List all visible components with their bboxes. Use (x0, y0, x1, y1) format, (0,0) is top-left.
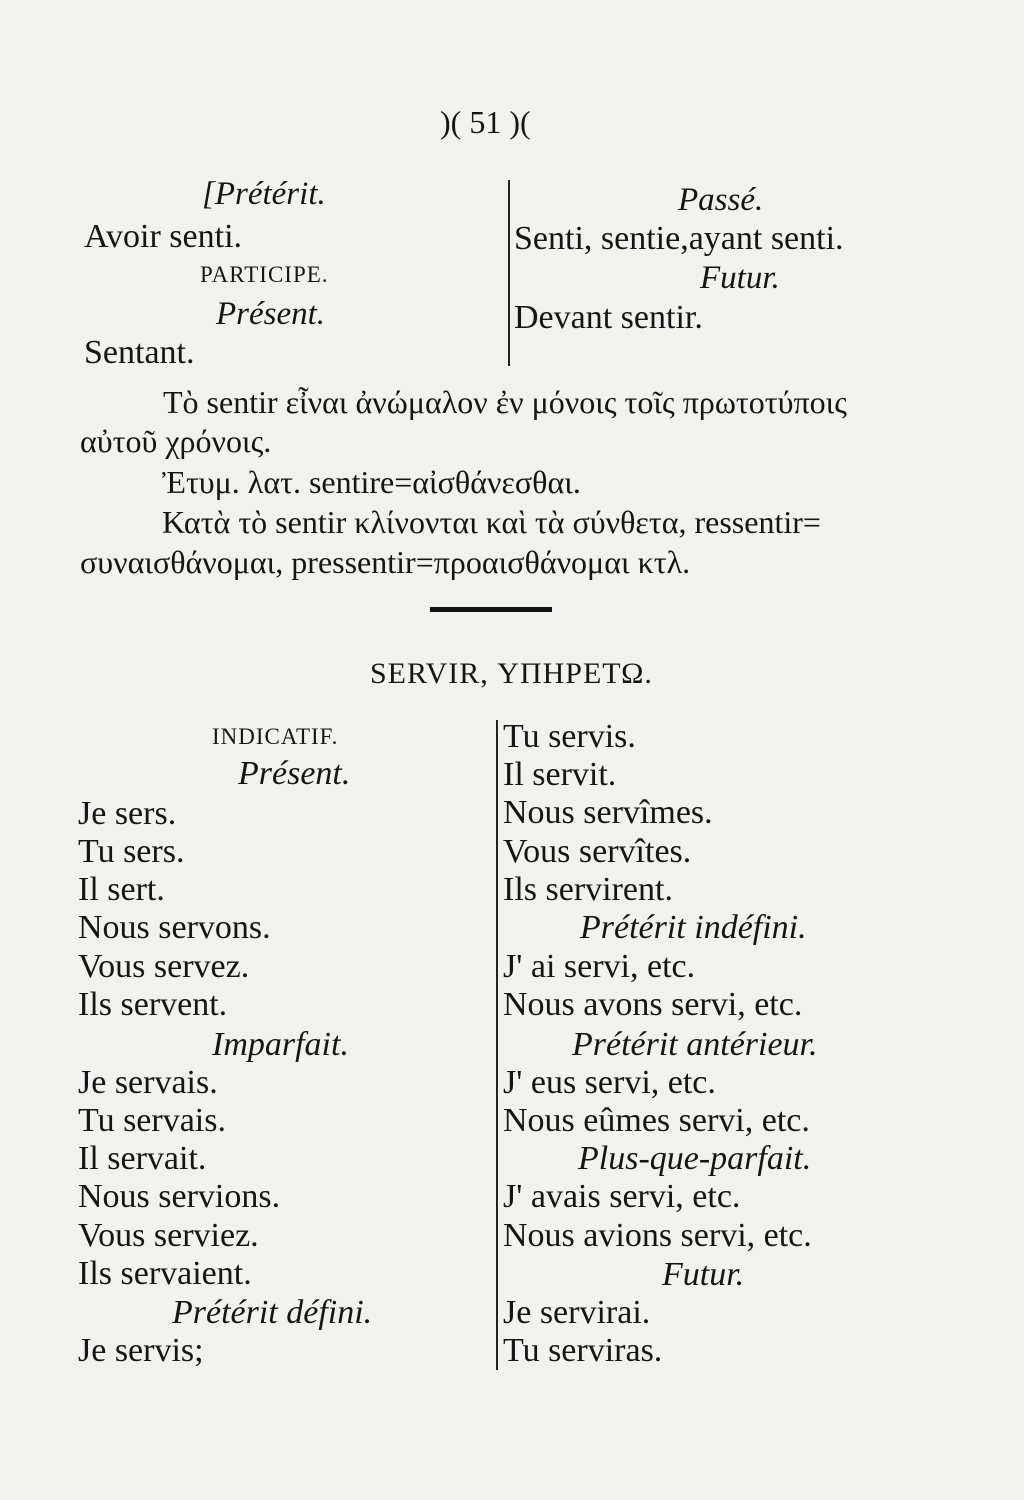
left-line: Je sers. (78, 795, 177, 832)
left-line: Tu servais. (78, 1102, 226, 1139)
right-line: Vous servîtes. (503, 833, 692, 870)
left-line: Nous servons. (78, 909, 271, 946)
right-line: Prétérit indéfini. (580, 909, 807, 946)
left-line: Présent. (238, 755, 351, 792)
preterit-form: Avoir senti. (84, 218, 243, 255)
futur-form: Devant sentir. (514, 299, 703, 336)
right-line: J' avais servi, etc. (503, 1178, 741, 1215)
left-line: Prétérit défini. (172, 1294, 373, 1331)
verb-title: SERVIR, ΥΠΗΡΕΤΩ. (370, 657, 653, 690)
right-line: Il servit. (503, 756, 617, 793)
futur-heading: Futur. (700, 260, 780, 296)
present-form: Sentant. (84, 334, 195, 371)
left-line: Tu sers. (78, 833, 185, 870)
left-line: Ils servaient. (78, 1255, 252, 1292)
left-line: Vous serviez. (78, 1217, 259, 1254)
left-line: Imparfait. (212, 1026, 349, 1063)
right-line: Je servirai. (503, 1294, 651, 1331)
note-line-5: συναισθάνομαι, pressentir=προαισθάνομαι κτλ. (80, 544, 691, 580)
right-line: J' ai servi, etc. (503, 948, 696, 985)
left-line: INDICATIF. (212, 724, 339, 749)
passe-form: Senti, sentie,ayant senti. (514, 220, 844, 257)
participle-heading: PARTICIPE. (200, 262, 329, 287)
right-line: Nous avions servi, etc. (503, 1217, 812, 1254)
right-line: Nous eûmes servi, etc. (503, 1102, 810, 1139)
left-line: Il sert. (78, 871, 165, 908)
note-line-4: Κατὰ τὸ sentir κλίνονται καὶ τὰ σύνθετα, ressentir= (162, 504, 821, 540)
right-line: Nous servîmes. (503, 794, 713, 831)
note-line-3: Ἐτυμ. λατ. sentire=αἰσθάνεσθαι. (162, 464, 581, 500)
present-heading: Présent. (216, 296, 326, 332)
note-line-1: Τὸ sentir εἶναι ἀνώμαλον ἐν μόνοις τοῖς πρωτοτύποις (163, 384, 847, 420)
left-line: Je servais. (78, 1064, 218, 1101)
right-line: Prétérit antérieur. (572, 1026, 818, 1063)
left-line: Ils servent. (78, 986, 228, 1023)
left-line: Je servis; (78, 1332, 204, 1369)
page-number: )( 51 )( (440, 104, 531, 140)
right-line: Nous avons servi, etc. (503, 986, 803, 1023)
preterit-heading: [Prétérit. (202, 176, 326, 212)
note-line-2: αὐτοῦ χρόνοις. (80, 423, 272, 459)
left-line: Il servait. (78, 1140, 207, 1177)
right-line: J' eus servi, etc. (503, 1064, 716, 1101)
left-line: Nous servions. (78, 1178, 281, 1215)
right-line: Plus-que-parfait. (578, 1140, 812, 1177)
right-line: Tu servis. (503, 718, 636, 755)
passe-heading: Passé. (678, 182, 764, 218)
left-line: Vous servez. (78, 948, 250, 985)
right-line: Tu serviras. (503, 1332, 663, 1369)
right-line: Futur. (662, 1256, 745, 1293)
right-line: Ils servirent. (503, 871, 673, 908)
